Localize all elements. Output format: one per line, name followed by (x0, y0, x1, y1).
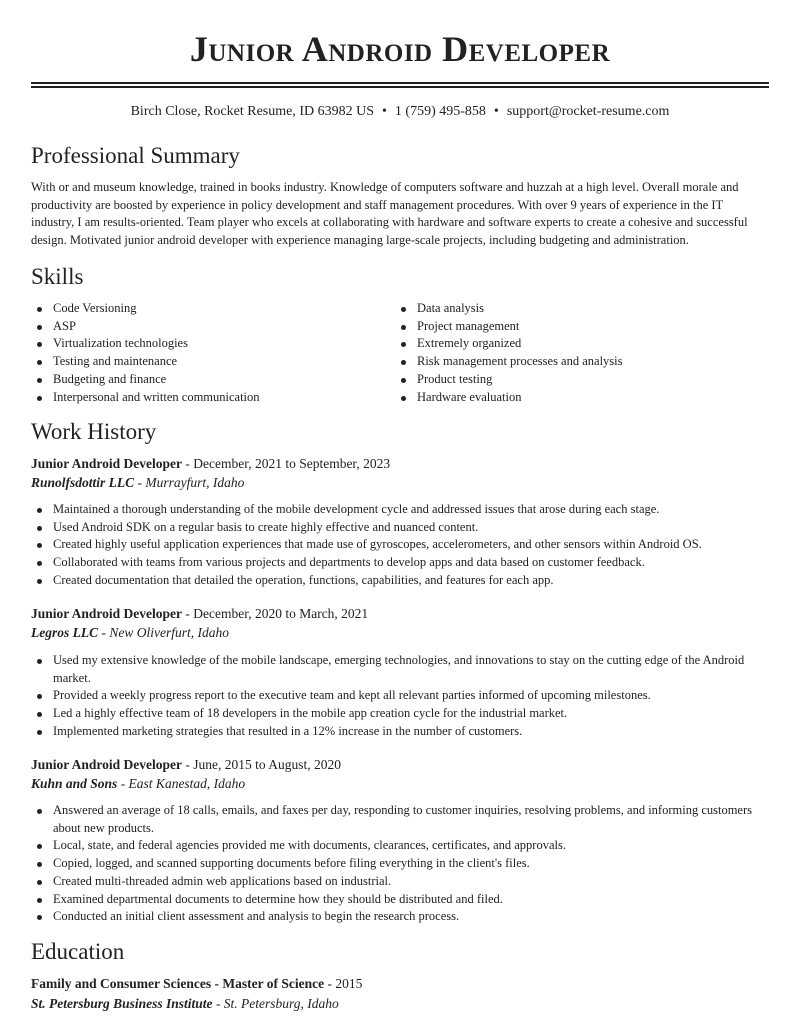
education-location: - St. Petersburg, Idaho (212, 996, 339, 1011)
skill-item: Interpersonal and written communication (31, 389, 371, 407)
job-title-line (31, 757, 341, 773)
job-dates: - June, 2015 to August, 2020 (182, 757, 342, 772)
education-year: - 2015 (324, 976, 363, 991)
job-title: Junior Android Developer (31, 757, 183, 772)
job-dates: - December, 2020 to March, 2021 (182, 606, 369, 621)
skill-item: Budgeting and finance (31, 371, 371, 389)
contact-line (0, 104, 800, 120)
contact-separator: • (493, 104, 499, 119)
summary-heading: Professional Summary (31, 143, 240, 168)
job-title-line (31, 456, 390, 472)
job-bullet: Created highly useful application experiences that made use of gyroscopes, accelerometers, and other sensors within Android OS. (31, 536, 771, 554)
job-title: Junior Android Developer (31, 456, 183, 471)
job-bullets (31, 501, 771, 590)
education-school-line (31, 996, 339, 1012)
skill-item: Virtualization technologies (31, 335, 371, 353)
skill-item: Testing and maintenance (31, 353, 371, 371)
job-bullet: Used Android SDK on a regular basis to create highly effective and nuanced content. (31, 519, 771, 537)
job-bullet: Created multi-threaded admin web applications based on industrial. (31, 873, 771, 891)
job-bullet: Provided a weekly progress report to the executive team and kept all relevant parties informed of upcoming milestones. (31, 687, 771, 705)
skill-item: Extremely organized (395, 335, 735, 353)
job-company-line (31, 776, 245, 792)
contact-separator: • (382, 104, 387, 119)
summary-text: With or and museum knowledge, trained in books industry. Knowledge of computers software and huzzah at a high level. Overall morale and productivity are boosted by experience in policy development and staff management procedures. With over 9 years of experience in the IT industry, I am results-oriented. Team player who excels at collaborating with hardware and software experts to create a cohesive and successful design. Motivated junior android developer with experience managing large-scale projects, including budgeting and administration. (31, 180, 748, 248)
skill-item: Risk management processes and analysis (395, 353, 735, 371)
skill-item: Product testing (395, 371, 735, 389)
education-degree-line (31, 976, 362, 992)
skill-item: Code Versioning (31, 300, 371, 318)
skill-item: Data analysis (395, 300, 735, 318)
job-bullet: Led a highly effective team of 18 developers in the mobile app creation cycle for the industrial market. (31, 705, 771, 723)
job-location: - Murrayfurt, Idaho (134, 475, 245, 490)
job-dates: - December, 2021 to September, 2023 (182, 456, 391, 471)
header-rule-top (31, 82, 769, 84)
job-bullet: Implemented marketing strategies that resulted in a 12% increase in the number of customers. (31, 723, 771, 741)
job-company-line (31, 475, 244, 491)
job-title-line (31, 606, 368, 622)
job-title: Junior Android Developer (31, 606, 183, 621)
skills-list-left (31, 300, 371, 406)
job-bullet: Copied, logged, and scanned supporting documents before filing everything in the client's files. (31, 855, 771, 873)
resume-name: Junior Android Developer (189, 29, 611, 69)
job-company-line (31, 625, 229, 641)
job-bullet: Maintained a thorough understanding of the mobile development cycle and addressed issues that arose during each stage. (31, 501, 771, 519)
job-bullet: Collaborated with teams from various projects and departments to develop apps and data based on customer feedback. (31, 554, 771, 572)
work-heading: Work History (31, 419, 157, 444)
job-bullet: Local, state, and federal agencies provided me with documents, clearances, certificates, and approvals. (31, 837, 771, 855)
job-bullet: Answered an average of 18 calls, emails, and faxes per day, responding to customer inquiries, resolving problems, and informing customers about new products. (31, 802, 771, 837)
skills-list-right (395, 300, 735, 406)
job-company: Legros LLC (31, 625, 99, 640)
education-school: St. Petersburg Business Institute (31, 996, 213, 1011)
job-company: Runolfsdottir LLC (31, 475, 135, 490)
contact-phone: 1 (759) 495-858 (394, 104, 486, 119)
skills-heading: Skills (31, 264, 84, 289)
skill-item: Hardware evaluation (395, 389, 735, 407)
job-bullet: Created documentation that detailed the operation, functions, capabilities, and features for each app. (31, 572, 771, 590)
job-company: Kuhn and Sons (31, 776, 118, 791)
job-bullet: Used my extensive knowledge of the mobile landscape, emerging technologies, and innovations to stay on the cutting edge of the Android market. (31, 652, 771, 687)
contact-email[interactable]: support@rocket-resume.com (506, 104, 670, 119)
job-location: - East Kanestad, Idaho (117, 776, 246, 791)
job-bullet: Conducted an initial client assessment and analysis to begin the research process. (31, 908, 771, 926)
contact-address: Birch Close, Rocket Resume, ID 63982 US (130, 104, 375, 119)
job-bullets (31, 652, 771, 741)
education-degree: Family and Consumer Sciences - Master of Science (31, 976, 325, 991)
skill-item: ASP (31, 318, 371, 336)
header-rule-bottom (31, 86, 769, 88)
job-bullet: Examined departmental documents to determine how they should be distributed and filed. (31, 891, 771, 909)
education-heading: Education (31, 939, 125, 964)
job-bullets (31, 802, 771, 926)
skill-item: Project management (395, 318, 735, 336)
job-location: - New Oliverfurt, Idaho (98, 625, 229, 640)
